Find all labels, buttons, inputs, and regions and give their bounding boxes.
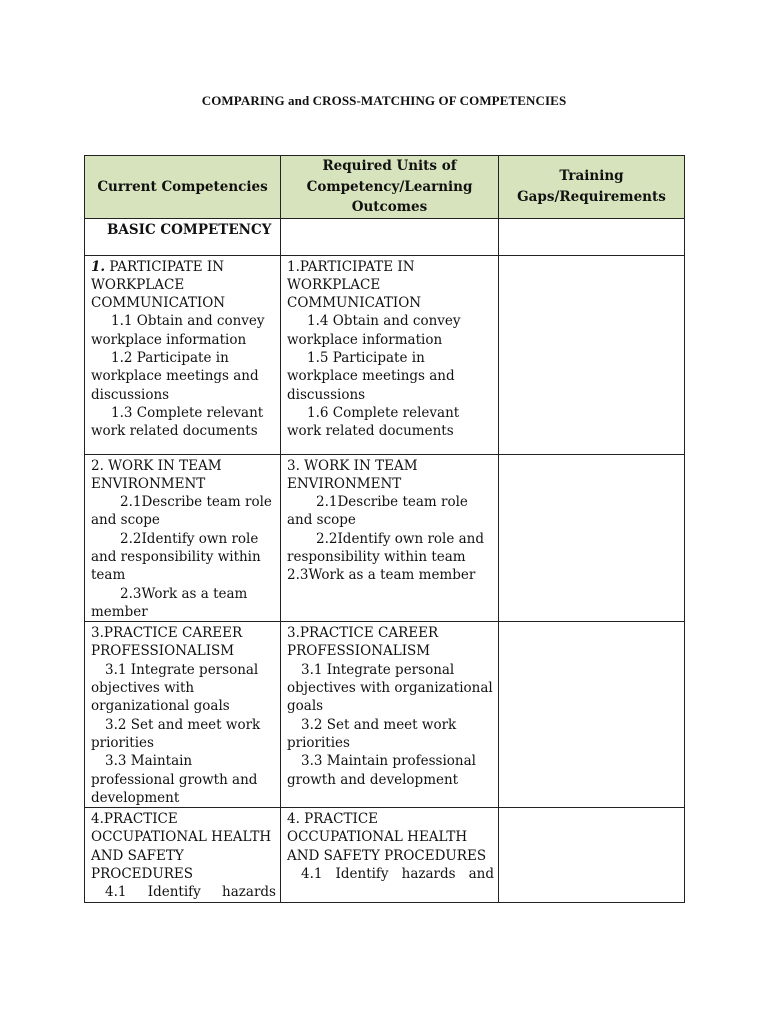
unit-heading: 4. PRACTICE OCCUPATIONAL HEALTH AND SAFETY PROCEDURES [287, 811, 487, 864]
competency-item: 3.3 Maintain professional growth and development [91, 753, 258, 806]
required-unit-cell [281, 622, 499, 808]
header-training-gaps: Training Gaps/Requirements [499, 156, 685, 219]
competency-item: 1.1 Obtain and convey workplace information [91, 313, 265, 348]
training-gap-cell [499, 622, 685, 808]
competency-number: 1. [91, 258, 106, 275]
unit-heading: 3. WORK IN TEAM ENVIRONMENT [287, 457, 418, 492]
basic-competency-cell [85, 218, 281, 255]
unit-item: 1.5 Participate in workplace meetings and discussions [287, 349, 455, 403]
page-title: COMPARING and CROSS-MATCHING OF COMPETENCIES [201, 93, 567, 108]
unit-item: 4.1 Identify hazards and [301, 866, 494, 883]
current-competency-cell [85, 454, 281, 622]
header-required-units: Required Units of Competency/Learning Outcomes [281, 156, 499, 219]
current-competency-cell [85, 808, 281, 902]
required-unit-cell [281, 255, 499, 454]
competency-heading: 1. PARTICIPATE IN WORKPLACE COMMUNICATION [91, 258, 226, 312]
table-row [85, 454, 685, 622]
training-gap-cell [499, 808, 685, 902]
competency-item: 1.3 Complete relevant work related documents [91, 404, 264, 440]
empty-cell [499, 218, 685, 255]
header-current-competencies: Current Competencies [85, 156, 281, 219]
unit-heading: 3.PRACTICE CAREER PROFESSIONALISM [287, 625, 439, 660]
basic-competency-label: BASIC COMPETENCY [107, 221, 272, 238]
training-gap-cell [499, 454, 685, 622]
unit-item: 2.2Identify own role and responsibility within team [287, 530, 485, 565]
unit-item: 1.4 Obtain and convey workplace information [287, 313, 461, 348]
competency-heading: 4.PRACTICE OCCUPATIONAL HEALTH AND SAFETY PROCEDURES [91, 811, 272, 883]
training-gap-cell [499, 255, 685, 454]
required-unit-cell [281, 454, 499, 622]
required-unit-cell [281, 808, 499, 902]
competency-item: 2.2Identify own role and responsibility within team [91, 530, 261, 584]
competency-item: 3.2 Set and meet work priorities [91, 716, 261, 751]
table-row-basic-competency [85, 218, 685, 255]
competency-item: 4.1 Identify hazards [105, 884, 276, 901]
competency-heading: 2. WORK IN TEAM ENVIRONMENT [91, 457, 222, 492]
table-row [85, 808, 685, 902]
competency-item: 1.2 Participate in workplace meetings and discussions [91, 349, 259, 403]
table-row [85, 622, 685, 808]
competency-item: 3.1 Integrate personal objectives with organizational goals [91, 661, 259, 715]
competency-item: 2.3Work as a team member [91, 585, 248, 620]
current-competency-cell [85, 622, 281, 808]
unit-item: 3.3 Maintain professional growth and development [287, 753, 476, 788]
competency-table [84, 155, 685, 903]
unit-item: 3.1 Integrate personal objectives with organizational goals [287, 661, 493, 715]
current-competency-cell [85, 255, 281, 454]
competency-item: 2.1Describe team role and scope [91, 494, 272, 529]
competency-heading: 3.PRACTICE CAREER PROFESSIONALISM [91, 625, 243, 660]
unit-item: 1.6 Complete relevant work related documents [287, 404, 460, 440]
unit-item: 2.1Describe team role and scope [287, 494, 468, 529]
unit-item: 3.2 Set and meet work priorities [287, 716, 457, 751]
empty-cell [281, 218, 499, 255]
unit-item: 2.3Work as a team member [287, 567, 476, 584]
table-row [85, 255, 685, 454]
unit-heading: 1.PARTICIPATE IN WORKPLACE COMMUNICATION [287, 258, 422, 312]
table-header-row [85, 156, 685, 219]
